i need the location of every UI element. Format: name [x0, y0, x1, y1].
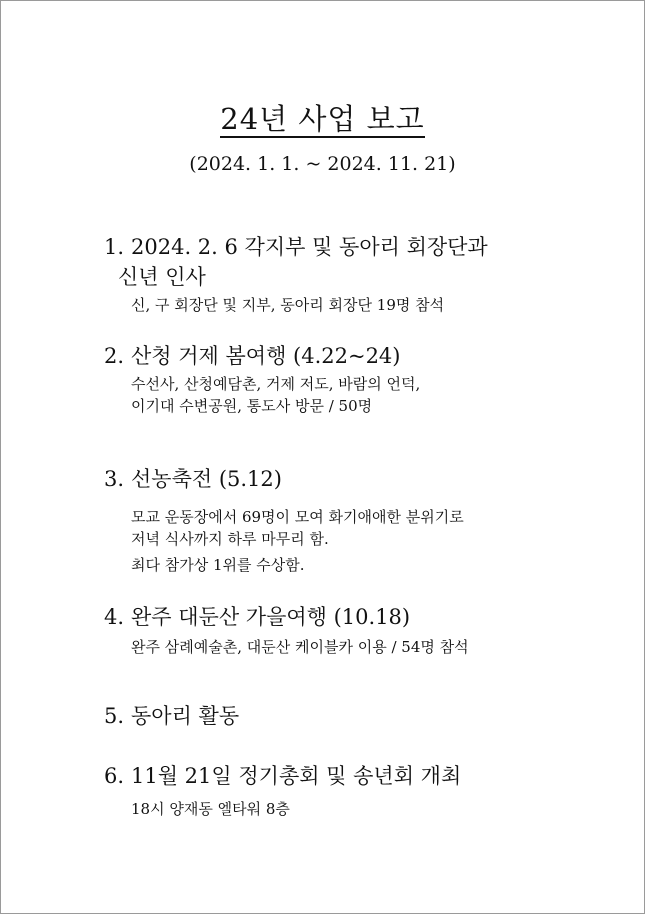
section-6: [104, 761, 624, 820]
section-4: [104, 602, 624, 658]
section-heading: [104, 341, 624, 371]
section-heading: [104, 602, 624, 632]
section-number: 4.: [104, 605, 125, 629]
section-1: [104, 232, 624, 316]
section-detail: 모교 운동장에서 69명이 모여 화기애애한 분위기로: [131, 508, 464, 526]
section-5: [104, 701, 624, 731]
section-title: 산청 거제 봄여행 (4.22~24): [131, 344, 401, 368]
section-heading: [104, 464, 624, 494]
section-3: [104, 464, 624, 576]
section-heading: [104, 701, 624, 731]
section-detail: 18시 양재동 엘타워 8층: [131, 800, 290, 818]
report-period: (2024. 1. 1. ~ 2024. 11. 21): [189, 153, 456, 175]
section-title: 11월 21일 정기총회 및 송년회 개최: [131, 764, 462, 788]
section-title-continued: 신년 인사: [118, 265, 206, 289]
section-number: 3.: [104, 467, 125, 491]
section-detail: 이기대 수변공원, 통도사 방문 / 50명: [131, 397, 373, 415]
section-detail: 신, 구 회장단 및 지부, 동아리 회장단 19명 참석: [131, 296, 445, 314]
section-heading: [104, 761, 624, 791]
section-number: 2.: [104, 344, 125, 368]
section-detail: 완주 삼례예술촌, 대둔산 케이블카 이용 / 54명 참석: [131, 638, 469, 656]
section-2: [104, 341, 624, 417]
title-text: 24년 사업 보고: [220, 102, 425, 136]
section-detail: 저녁 식사까지 하루 마무리 함.: [131, 530, 329, 548]
section-detail: 최다 참가상 1위를 수상함.: [131, 556, 305, 574]
section-title: 2024. 2. 6 각지부 및 동아리 회장단과: [131, 235, 488, 259]
section-number: 5.: [104, 704, 125, 728]
section-heading: [104, 232, 624, 262]
section-number: 1.: [104, 235, 125, 259]
section-title: 동아리 활동: [131, 704, 240, 728]
section-title: 선농축전 (5.12): [131, 467, 282, 491]
document-title: [1, 97, 644, 138]
section-detail: 수선사, 산청예담촌, 거제 저도, 바람의 언덕,: [131, 375, 421, 393]
section-title: 완주 대둔산 가을여행 (10.18): [131, 605, 411, 629]
section-number: 6.: [104, 764, 125, 788]
